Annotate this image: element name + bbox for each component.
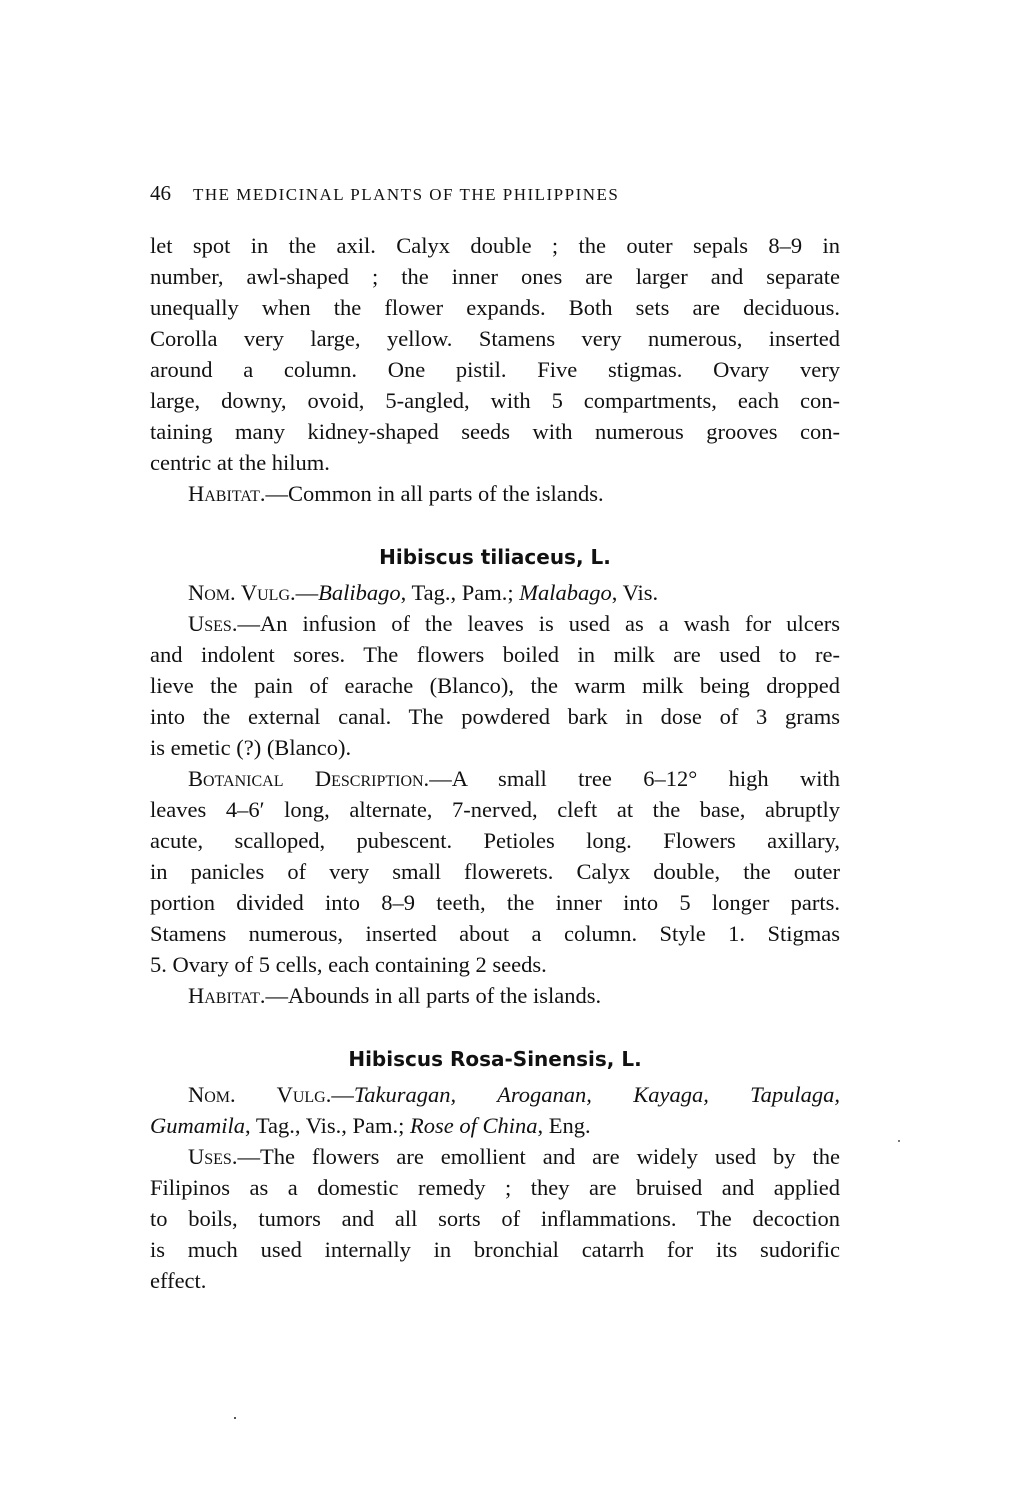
text-run: 5. Ovary of 5 cells, each containing 2 seeds. — [150, 952, 547, 977]
text-line — [150, 763, 840, 794]
section-label: Uses. — [188, 1144, 238, 1169]
text-line — [150, 949, 840, 980]
text-line — [150, 478, 840, 509]
paragraph — [150, 763, 840, 980]
section-label: Nom. Vulg. — [188, 1082, 332, 1107]
text-line — [150, 825, 840, 856]
page-body — [150, 230, 840, 1296]
text-run: —An infusion of the leaves is used as a wash for ulcers — [237, 611, 840, 636]
text-line — [150, 292, 840, 323]
text-line — [150, 577, 840, 608]
paragraph — [150, 1141, 840, 1296]
scan-speck — [234, 1417, 236, 1419]
text-run: , Vis. — [611, 580, 659, 605]
paragraph — [150, 577, 840, 608]
text-run: to boils, tumors and all sorts of inflammations. The decoction — [150, 1206, 840, 1231]
text-line — [150, 385, 840, 416]
text-line — [150, 1079, 840, 1110]
text-line — [150, 670, 840, 701]
text-run: in panicles of very small flowerets. Calyx double, the outer — [150, 859, 840, 884]
species-heading: Hibiscus Rosa-Sinensis, L. — [348, 1047, 642, 1071]
text-line — [150, 918, 840, 949]
text-run: lieve the pain of earache (Blanco), the warm milk being dropped — [150, 673, 840, 698]
text-line — [150, 701, 840, 732]
section-label: Habitat. — [188, 481, 266, 506]
text-run: Filipinos as a domestic remedy ; they are bruised and applied — [150, 1175, 840, 1200]
text-line — [150, 856, 840, 887]
text-line — [150, 887, 840, 918]
text-run: large, downy, ovoid, 5-angled, with 5 compartments, each con- — [150, 388, 840, 413]
text-run: around a column. One pistil. Five stigmas. Ovary very — [150, 357, 840, 382]
text-line — [150, 354, 840, 385]
text-line — [150, 323, 840, 354]
text-line — [150, 794, 840, 825]
text-run: taining many kidney-shaped seeds with numerous grooves con- — [150, 419, 840, 444]
text-run: let spot in the axil. Calyx double ; the outer sepals 8–9 in — [150, 233, 840, 258]
text-run: leaves 4–6′ long, alternate, 7-nerved, cleft at the base, abruptly — [150, 797, 840, 822]
text-run: unequally when the flower expands. Both sets are deciduous. — [150, 295, 840, 320]
text-line — [150, 1110, 840, 1141]
text-run: , Tag., Vis., Pam.; — [245, 1113, 411, 1138]
text-run: —The flowers are emollient and are widely used by the — [237, 1144, 840, 1169]
text-run: effect. — [150, 1268, 207, 1293]
text-line — [150, 608, 840, 639]
text-line — [150, 447, 840, 478]
text-line — [150, 1234, 840, 1265]
vernacular-name: Malabago — [519, 580, 612, 605]
running-title: THE MEDICINAL PLANTS OF THE PHILIPPINES — [193, 185, 620, 204]
text-run: acute, scalloped, pubescent. Petioles long. Flowers axillary, — [150, 828, 840, 853]
scan-speck — [898, 1140, 900, 1142]
text-line — [150, 230, 840, 261]
text-line — [150, 1141, 840, 1172]
text-line — [150, 732, 840, 763]
text-line — [150, 416, 840, 447]
text-run: — — [331, 1082, 354, 1107]
text-run: into the external canal. The powdered bark in dose of 3 grams — [150, 704, 840, 729]
text-run: — — [295, 580, 319, 605]
section-label: Habitat. — [188, 983, 266, 1008]
text-line — [150, 1172, 840, 1203]
text-run: portion divided into 8–9 teeth, the inner into 5 longer parts. — [150, 890, 840, 915]
text-run: and indolent sores. The flowers boiled in milk are used to re- — [150, 642, 840, 667]
paragraph — [150, 230, 840, 478]
paragraph — [150, 1079, 840, 1141]
paragraph — [150, 608, 840, 763]
page-number: 46 — [150, 181, 171, 205]
book-page — [150, 178, 840, 1296]
text-run: centric at the hilum. — [150, 450, 330, 475]
text-run: —Common in all parts of the islands. — [265, 481, 604, 506]
text-run: number, awl-shaped ; the inner ones are larger and separate — [150, 264, 840, 289]
text-run: is emetic (?) (Blanco). — [150, 735, 352, 760]
text-run: —Abounds in all parts of the islands. — [265, 983, 602, 1008]
vernacular-name: Rose of China — [410, 1113, 538, 1138]
text-line — [150, 1265, 840, 1296]
text-run: , Tag., Pam.; — [400, 580, 520, 605]
text-run: Corolla very large, yellow. Stamens very numerous, inserted — [150, 326, 840, 351]
text-line — [150, 1203, 840, 1234]
text-run: —A small tree 6–12° high with — [429, 766, 840, 791]
text-run: , Eng. — [537, 1113, 591, 1138]
running-header — [150, 178, 840, 208]
vernacular-name: Takuragan, Aroganan, Kayaga, Tapulaga, — [353, 1082, 840, 1107]
text-line — [150, 261, 840, 292]
paragraph — [150, 478, 840, 509]
section-label: Nom. Vulg. — [188, 580, 296, 605]
text-line — [150, 980, 840, 1011]
vernacular-name: Balibago — [318, 580, 401, 605]
paragraph — [150, 980, 840, 1011]
text-run: is much used internally in bronchial catarrh for its sudorific — [150, 1237, 840, 1262]
section-label: Uses. — [188, 611, 238, 636]
species-heading: Hibiscus tiliaceus, L. — [379, 545, 611, 569]
vernacular-name: Gumamila — [150, 1113, 245, 1138]
text-run: Stamens numerous, inserted about a column. Style 1. Stigmas — [150, 921, 840, 946]
text-line — [150, 639, 840, 670]
section-label: Botanical Description. — [188, 766, 430, 791]
